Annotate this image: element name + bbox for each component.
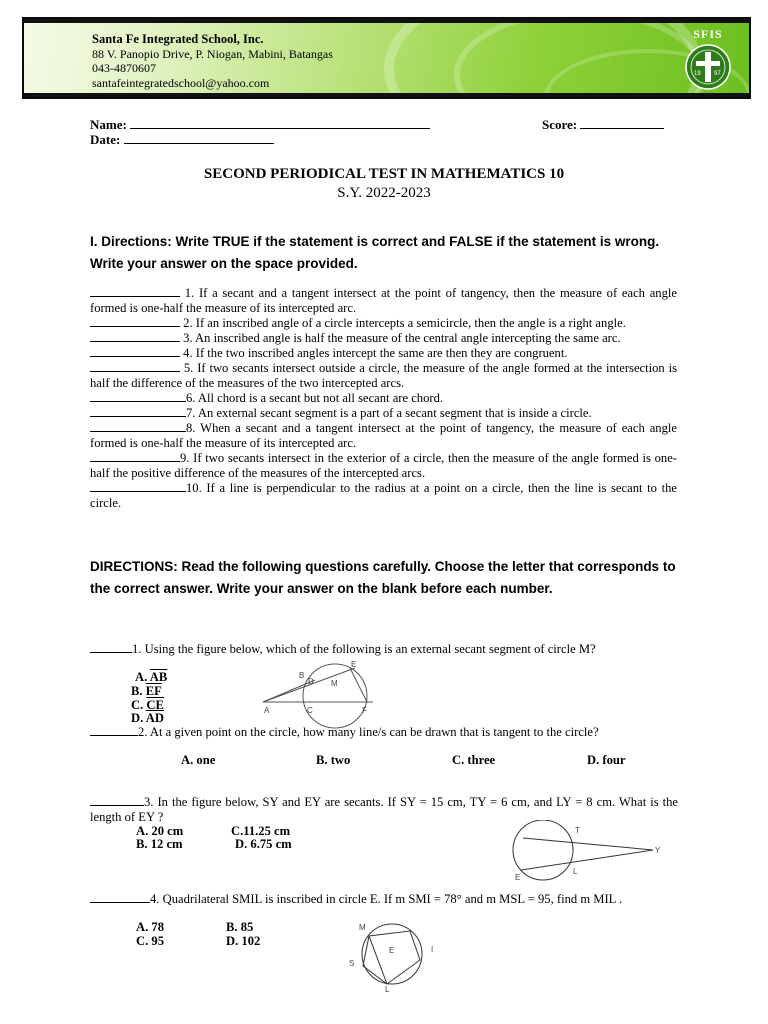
date-label: Date: (90, 132, 121, 147)
part2-directions: DIRECTIONS: Read the following questions carefully. Choose the letter that corresponds to the correct answer. Write your answer on the blank before each number. (90, 559, 676, 596)
item-text: 5. If two secants intersect outside a circle, the measure of the angle formed at the intersection is half the difference of the measures of the two intercepted arcs. (90, 361, 677, 390)
label-c: C (307, 706, 313, 715)
q3-choice-c: C.11.25 cm (231, 824, 291, 838)
list-item (90, 361, 677, 391)
q4-choice-a: A. 78 (136, 920, 164, 934)
banner-border-bottom (24, 93, 749, 97)
list-item (90, 286, 677, 316)
label-f: F (362, 706, 367, 715)
list-item (90, 406, 677, 421)
school-email: santafeintegratedschool@yahoo.com (92, 75, 270, 90)
label-t: T (575, 826, 580, 835)
school-address: 88 V. Panopio Drive, P. Niogan, Mabini, Batangas (92, 46, 333, 61)
q4-inscribed-quadrilateral-figure (345, 918, 445, 993)
q1-choice-d: D. $\overline{AD}$ (131, 711, 164, 725)
school-year: S.Y. 2022-2023 (337, 185, 431, 201)
school-name: Santa Fe Integrated School, Inc. (92, 32, 264, 46)
label-y: Y (655, 846, 661, 855)
list-item (90, 316, 677, 331)
question-1 (90, 642, 680, 657)
answer-blank[interactable] (90, 451, 180, 462)
q3-choice-d: D. 6.75 cm (235, 837, 292, 851)
label-l: L (385, 985, 390, 993)
item-text: 6. All chord is a secant but not all secant are chord. (186, 391, 444, 405)
question-text: 3. In the figure below, SY and EY are secants. If SY = 15 cm, TY = 6 cm, and LY = 8 cm. What is the length of EY ? (90, 795, 678, 824)
question-text: 1. Using the figure below, which of the following is an external secant segment of circle M? (132, 642, 596, 656)
question-text: 4. Quadrilateral SMIL is inscribed in circle E. If m SMI = 78° and m MSL = 95, find m MIL . (150, 892, 623, 906)
name-label: Name: (90, 117, 127, 132)
question-4 (90, 892, 678, 907)
label-e: E (515, 873, 521, 882)
answer-blank[interactable] (90, 642, 132, 653)
true-false-list (90, 286, 677, 511)
answer-blank[interactable] (90, 316, 180, 327)
school-header-banner (22, 17, 751, 99)
label-s: S (349, 959, 355, 968)
score-field (542, 117, 664, 133)
q2-choice-d: D. four (587, 753, 626, 767)
item-text: 8. When a secant and a tangent intersect at the point of tangency, the measure of each angle formed is one-half the measure of its intercepted arc. (90, 421, 677, 450)
q4-choice-b: B. 85 (226, 920, 254, 934)
banner-border-top (24, 19, 749, 23)
school-phone: 043-4870607 (92, 61, 156, 75)
logo-year-right: 97 (714, 71, 721, 77)
label-d: D (308, 677, 314, 686)
q3-choice-b: B. 12 cm (136, 837, 183, 851)
answer-blank[interactable] (90, 346, 180, 357)
q2-choice-c: C. three (452, 753, 496, 767)
date-blank[interactable] (124, 132, 274, 144)
q3-choice-a: A. 20 cm (136, 824, 184, 838)
answer-blank[interactable] (90, 331, 180, 342)
score-blank[interactable] (580, 117, 664, 129)
label-m: M (359, 923, 366, 932)
item-text: 10. If a line is perpendicular to the radius at a point on a circle, then the line is secant to the circle. (90, 481, 677, 510)
answer-blank[interactable] (90, 406, 186, 417)
answer-blank[interactable] (90, 481, 186, 492)
answer-blank[interactable] (90, 892, 150, 903)
q1-choice-a: A. $\overline{AB}$ (135, 670, 168, 684)
part1-directions: I. Directions: Write TRUE if the statement is correct and FALSE if the statement is wrong. Write your answer on the space provided. (90, 234, 660, 271)
score-label: Score: (542, 117, 578, 132)
answer-blank[interactable] (90, 286, 180, 297)
school-logo-icon (672, 25, 744, 93)
q4-choice-c: C. 95 (136, 934, 164, 948)
label-i: I (431, 945, 434, 954)
answer-blank[interactable] (90, 795, 144, 806)
label-e: E (351, 660, 357, 669)
q2-choice-a: A. one (181, 753, 216, 767)
date-field (90, 132, 274, 148)
list-item (90, 481, 677, 511)
list-item (90, 391, 677, 406)
item-text: 3. An inscribed angle is half the measure of the central angle intercepting the same arc. (183, 331, 621, 345)
answer-blank[interactable] (90, 421, 186, 432)
item-text: 4. If the two inscribed angles intercept the same are then they are congruent. (183, 346, 568, 360)
answer-blank[interactable] (90, 391, 186, 402)
list-item (90, 421, 677, 451)
name-field (90, 117, 430, 133)
q2-choice-b: B. two (316, 753, 351, 767)
list-item (90, 451, 677, 481)
name-blank[interactable] (130, 117, 430, 129)
logo-year-left: 19 (694, 71, 701, 77)
label-a: A (264, 706, 270, 715)
test-title: SECOND PERIODICAL TEST IN MATHEMATICS 10 (203, 166, 565, 182)
logo-text: SFIS (693, 27, 723, 41)
label-m: M (331, 679, 338, 688)
item-text: 9. If two secants intersect in the exterior of a circle, then the measure of the angle formed is one-half the positive difference of the measures of the intercepted arcs. (90, 451, 677, 480)
answer-blank[interactable] (90, 361, 180, 372)
school-info (92, 32, 333, 90)
list-item (90, 331, 677, 346)
label-e: E (389, 946, 395, 955)
question-text: 2. At a given point on the circle, how many line/s can be drawn that is tangent to the circle? (138, 725, 599, 739)
label-l: L (573, 867, 578, 876)
question-2 (90, 725, 680, 740)
label-b: B (299, 671, 305, 680)
q1-choice-c: C. $\overline{CE}$ (131, 698, 164, 712)
answer-blank[interactable] (90, 725, 138, 736)
list-item (90, 346, 677, 361)
q3-secant-figure (505, 820, 675, 885)
q1-choice-b: B. $\overline{EF}$ (131, 684, 162, 698)
item-text: 7. An external secant segment is a part of a secant segment that is inside a circle. (186, 406, 592, 420)
q4-choice-d: D. 102 (226, 934, 261, 948)
item-text: 2. If an inscribed angle of a circle intercepts a semicircle, then the angle is a right angle. (183, 316, 626, 330)
item-text: 1. If a secant and a tangent intersect at the point of tangency, then the measure of each angle formed is one-half the measure of its intercepted arc. (90, 286, 677, 315)
